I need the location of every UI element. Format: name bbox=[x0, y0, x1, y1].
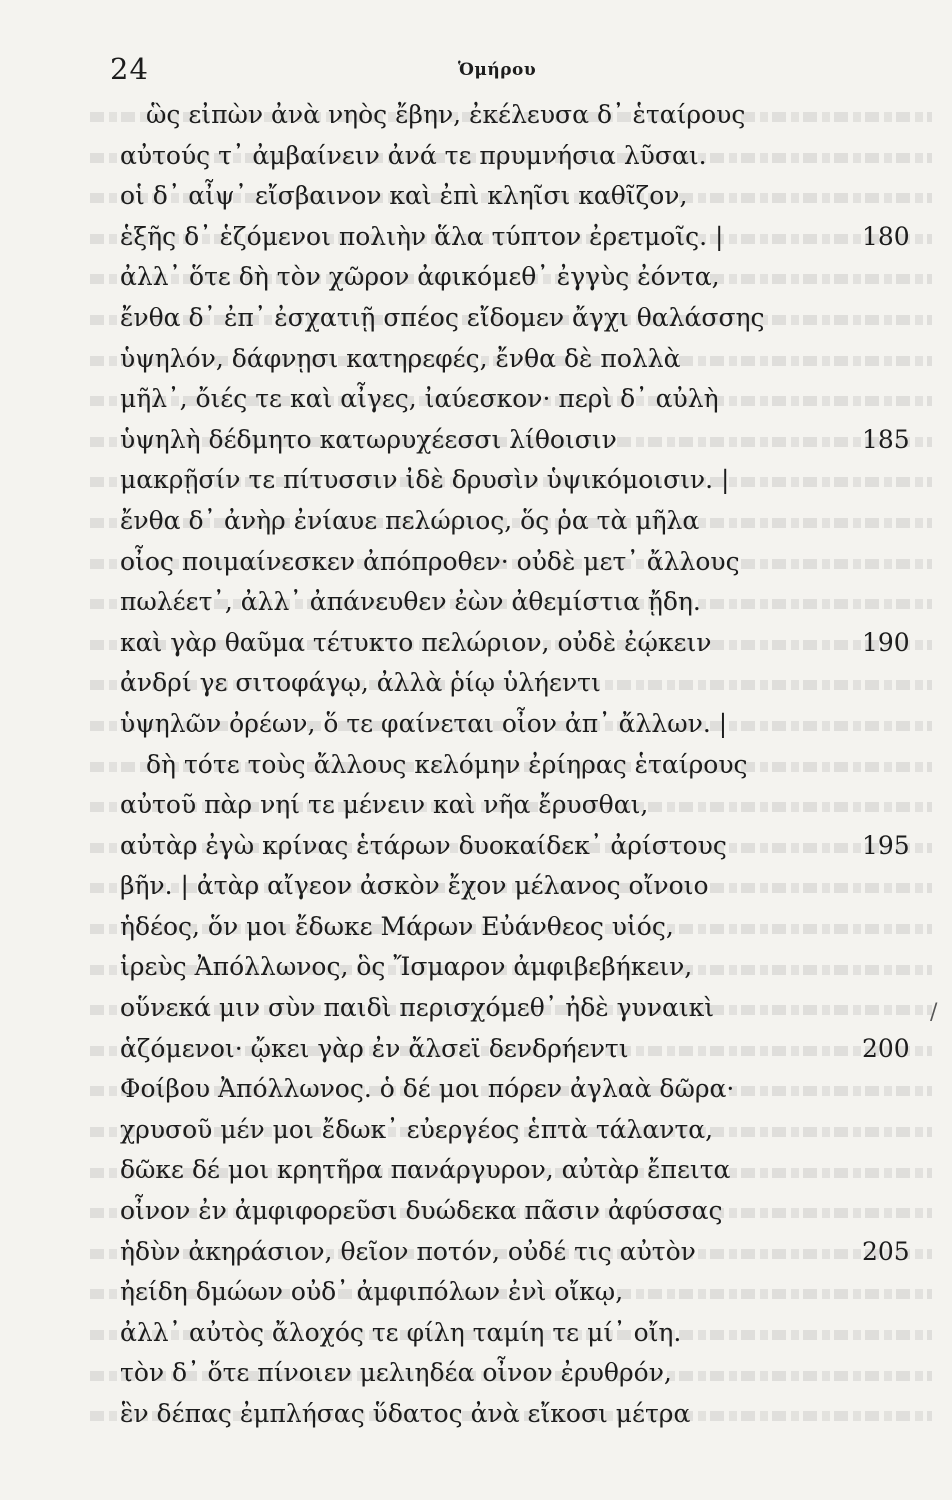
verse-line bbox=[0, 583, 952, 624]
verse-text: ἀνδρί γε σιτοφάγῳ, ἀλλὰ ῥίῳ ὑλήεντι bbox=[120, 668, 601, 698]
verse-line bbox=[0, 1192, 952, 1233]
verse-line bbox=[0, 543, 952, 584]
line-number: 195 bbox=[862, 830, 910, 860]
verse-text: χρυσοῦ μέν μοι ἔδωκ᾽ εὐεργέος ἑπτὰ τάλαντα, bbox=[120, 1114, 714, 1144]
verse-line bbox=[0, 1070, 952, 1111]
verse-line bbox=[0, 421, 952, 462]
page-header bbox=[0, 48, 952, 88]
verse-line bbox=[0, 218, 952, 259]
verse-line bbox=[0, 948, 952, 989]
verse-line bbox=[0, 664, 952, 705]
line-number: 185 bbox=[862, 424, 910, 454]
verse-text: ἑξῆς δ᾽ ἑζόμενοι πολιὴν ἅλα τύπτον ἐρετμοῖς. | bbox=[120, 221, 724, 251]
verse-line bbox=[0, 299, 952, 340]
line-number: 200 bbox=[862, 1033, 910, 1063]
verse-text: δῶκε δέ μοι κρητῆρα πανάργυρον, αὐτὰρ ἔπειτα bbox=[120, 1155, 731, 1185]
verse-line bbox=[0, 1354, 952, 1395]
margin-mark: / bbox=[930, 1000, 938, 1025]
verse-line bbox=[0, 1233, 952, 1274]
verse-line bbox=[0, 624, 952, 665]
line-number: 190 bbox=[862, 627, 910, 657]
verse-text: ὑψηλῶν ὀρέων, ὅ τε φαίνεται οἶον ἀπ᾽ ἄλλων. | bbox=[120, 708, 728, 738]
verse-text: δὴ τότε τοὺς ἄλλους κελόμην ἐρίηρας ἑταίρους bbox=[146, 749, 748, 779]
verse-line bbox=[0, 177, 952, 218]
verse-line bbox=[0, 340, 952, 381]
verse-line bbox=[0, 989, 952, 1030]
verse-text: αὐτοῦ πὰρ νηί τε μένειν καὶ νῆα ἔρυσθαι, bbox=[120, 790, 649, 820]
verse-text: ἓν δέπας ἐμπλήσας ὕδατος ἀνὰ εἴκοσι μέτρα bbox=[120, 1399, 691, 1428]
line-number: 180 bbox=[862, 221, 910, 251]
verse-line bbox=[0, 96, 952, 137]
verse-line bbox=[0, 380, 952, 421]
verse-line bbox=[0, 1030, 952, 1071]
verse-text: καὶ γὰρ θαῦμα τέτυκτο πελώριον, οὐδὲ ἐῴκειν bbox=[120, 627, 712, 657]
verse-text: οὕνεκά μιν σὺν παιδὶ περισχόμεθ᾽ ἠδὲ γυναικὶ bbox=[120, 993, 715, 1023]
verse-text: ἀλλ᾽ ὅτε δὴ τὸν χῶρον ἀφικόμεθ᾽ ἐγγὺς ἐόντα, bbox=[120, 262, 720, 292]
verse-text: Φοίβου Ἀπόλλωνος. ὁ δέ μοι πόρεν ἀγλαὰ δῶρα· bbox=[120, 1074, 735, 1104]
verse-text: τὸν δ᾽ ὅτε πίνοιεν μελιηδέα οἶνον ἐρυθρόν, bbox=[120, 1358, 672, 1388]
line-number: 205 bbox=[862, 1236, 910, 1266]
verse-text: αὐτὰρ ἐγὼ κρίνας ἑτάρων δυοκαίδεκ᾽ ἀρίστους bbox=[120, 830, 727, 860]
verse-text: ἡδὺν ἀκηράσιον, θεῖον ποτόν, οὐδέ τις αὐτὸν bbox=[120, 1236, 696, 1266]
verse-line bbox=[0, 908, 952, 949]
verse-text: ὑψηλόν, δάφνῃσι κατηρεφές, ἔνθα δὲ πολλὰ bbox=[120, 343, 681, 373]
running-title: Ὁμήρου bbox=[458, 60, 537, 80]
verse-text: ὣς εἰπὼν ἀνὰ νηὸς ἔβην, ἐκέλευσα δ᾽ ἑταίρους bbox=[146, 100, 746, 129]
verse-line bbox=[0, 786, 952, 827]
page-number: 24 bbox=[110, 52, 149, 86]
verse-text: ἁζόμενοι· ᾤκει γὰρ ἐν ἄλσεϊ δενδρήεντι bbox=[120, 1033, 629, 1063]
verse-line bbox=[0, 867, 952, 908]
verse-text: οἶνον ἐν ἀμφιφορεῦσι δυώδεκα πᾶσιν ἀφύσσας bbox=[120, 1196, 723, 1226]
verse-line bbox=[0, 1111, 952, 1152]
verse-text: ἔνθα δ᾽ ἐπ᾽ ἐσχατιῇ σπέος εἴδομεν ἄγχι θαλάσσης bbox=[120, 302, 765, 332]
verse-text: ἀλλ᾽ αὐτὸς ἄλοχός τε φίλη ταμίη τε μί᾽ οἴη. bbox=[120, 1317, 682, 1347]
verse-block bbox=[0, 96, 952, 1436]
verse-text: ἱρεὺς Ἀπόλλωνος, ὃς Ἴσμαρον ἀμφιβεβήκειν, bbox=[120, 952, 693, 982]
verse-text: μακρῇσίν τε πίτυσσιν ἰδὲ δρυσὶν ὑψικόμοισιν. | bbox=[120, 465, 730, 495]
verse-text: οἶος ποιμαίνεσκεν ἀπόπροθεν· οὐδὲ μετ᾽ ἄλλους bbox=[120, 546, 740, 576]
verse-line bbox=[0, 1395, 952, 1436]
verse-line bbox=[0, 258, 952, 299]
verse-line bbox=[0, 137, 952, 178]
verse-line bbox=[0, 746, 952, 787]
verse-line bbox=[0, 1314, 952, 1355]
verse-line bbox=[0, 827, 952, 868]
verse-text: ἔνθα δ᾽ ἀνὴρ ἐνίαυε πελώριος, ὅς ῥα τὰ μῆλα bbox=[120, 505, 700, 535]
verse-line bbox=[0, 1273, 952, 1314]
verse-line bbox=[0, 1151, 952, 1192]
verse-line bbox=[0, 502, 952, 543]
verse-text: ἡδέος, ὅν μοι ἔδωκε Μάρων Εὐάνθεος υἱός, bbox=[120, 911, 674, 941]
verse-line bbox=[0, 705, 952, 746]
verse-text: αὐτούς τ᾽ ἀμβαίνειν ἀνά τε πρυμνήσια λῦσαι. bbox=[120, 140, 707, 170]
verse-text: βῆν. | ἀτὰρ αἴγεον ἀσκὸν ἔχον μέλανος οἴνοιο bbox=[120, 871, 709, 901]
verse-text: οἱ δ᾽ αἶψ᾽ εἴσβαινον καὶ ἐπὶ κληῖσι καθῖζον, bbox=[120, 181, 688, 211]
verse-text: μῆλ᾽, ὄιές τε καὶ αἶγες, ἰαύεσκον· περὶ δ᾽ αὐλὴ bbox=[120, 384, 719, 414]
verse-line bbox=[0, 461, 952, 502]
verse-text: ὑψηλὴ δέδμητο κατωρυχέεσσι λίθοισιν bbox=[120, 424, 617, 454]
verse-text: ἠείδη δμώων οὐδ᾽ ἀμφιπόλων ἐνὶ οἴκῳ, bbox=[120, 1277, 624, 1307]
verse-text: πωλέετ᾽, ἀλλ᾽ ἀπάνευθεν ἐὼν ἀθεμίστια ᾔδη. bbox=[120, 587, 701, 617]
